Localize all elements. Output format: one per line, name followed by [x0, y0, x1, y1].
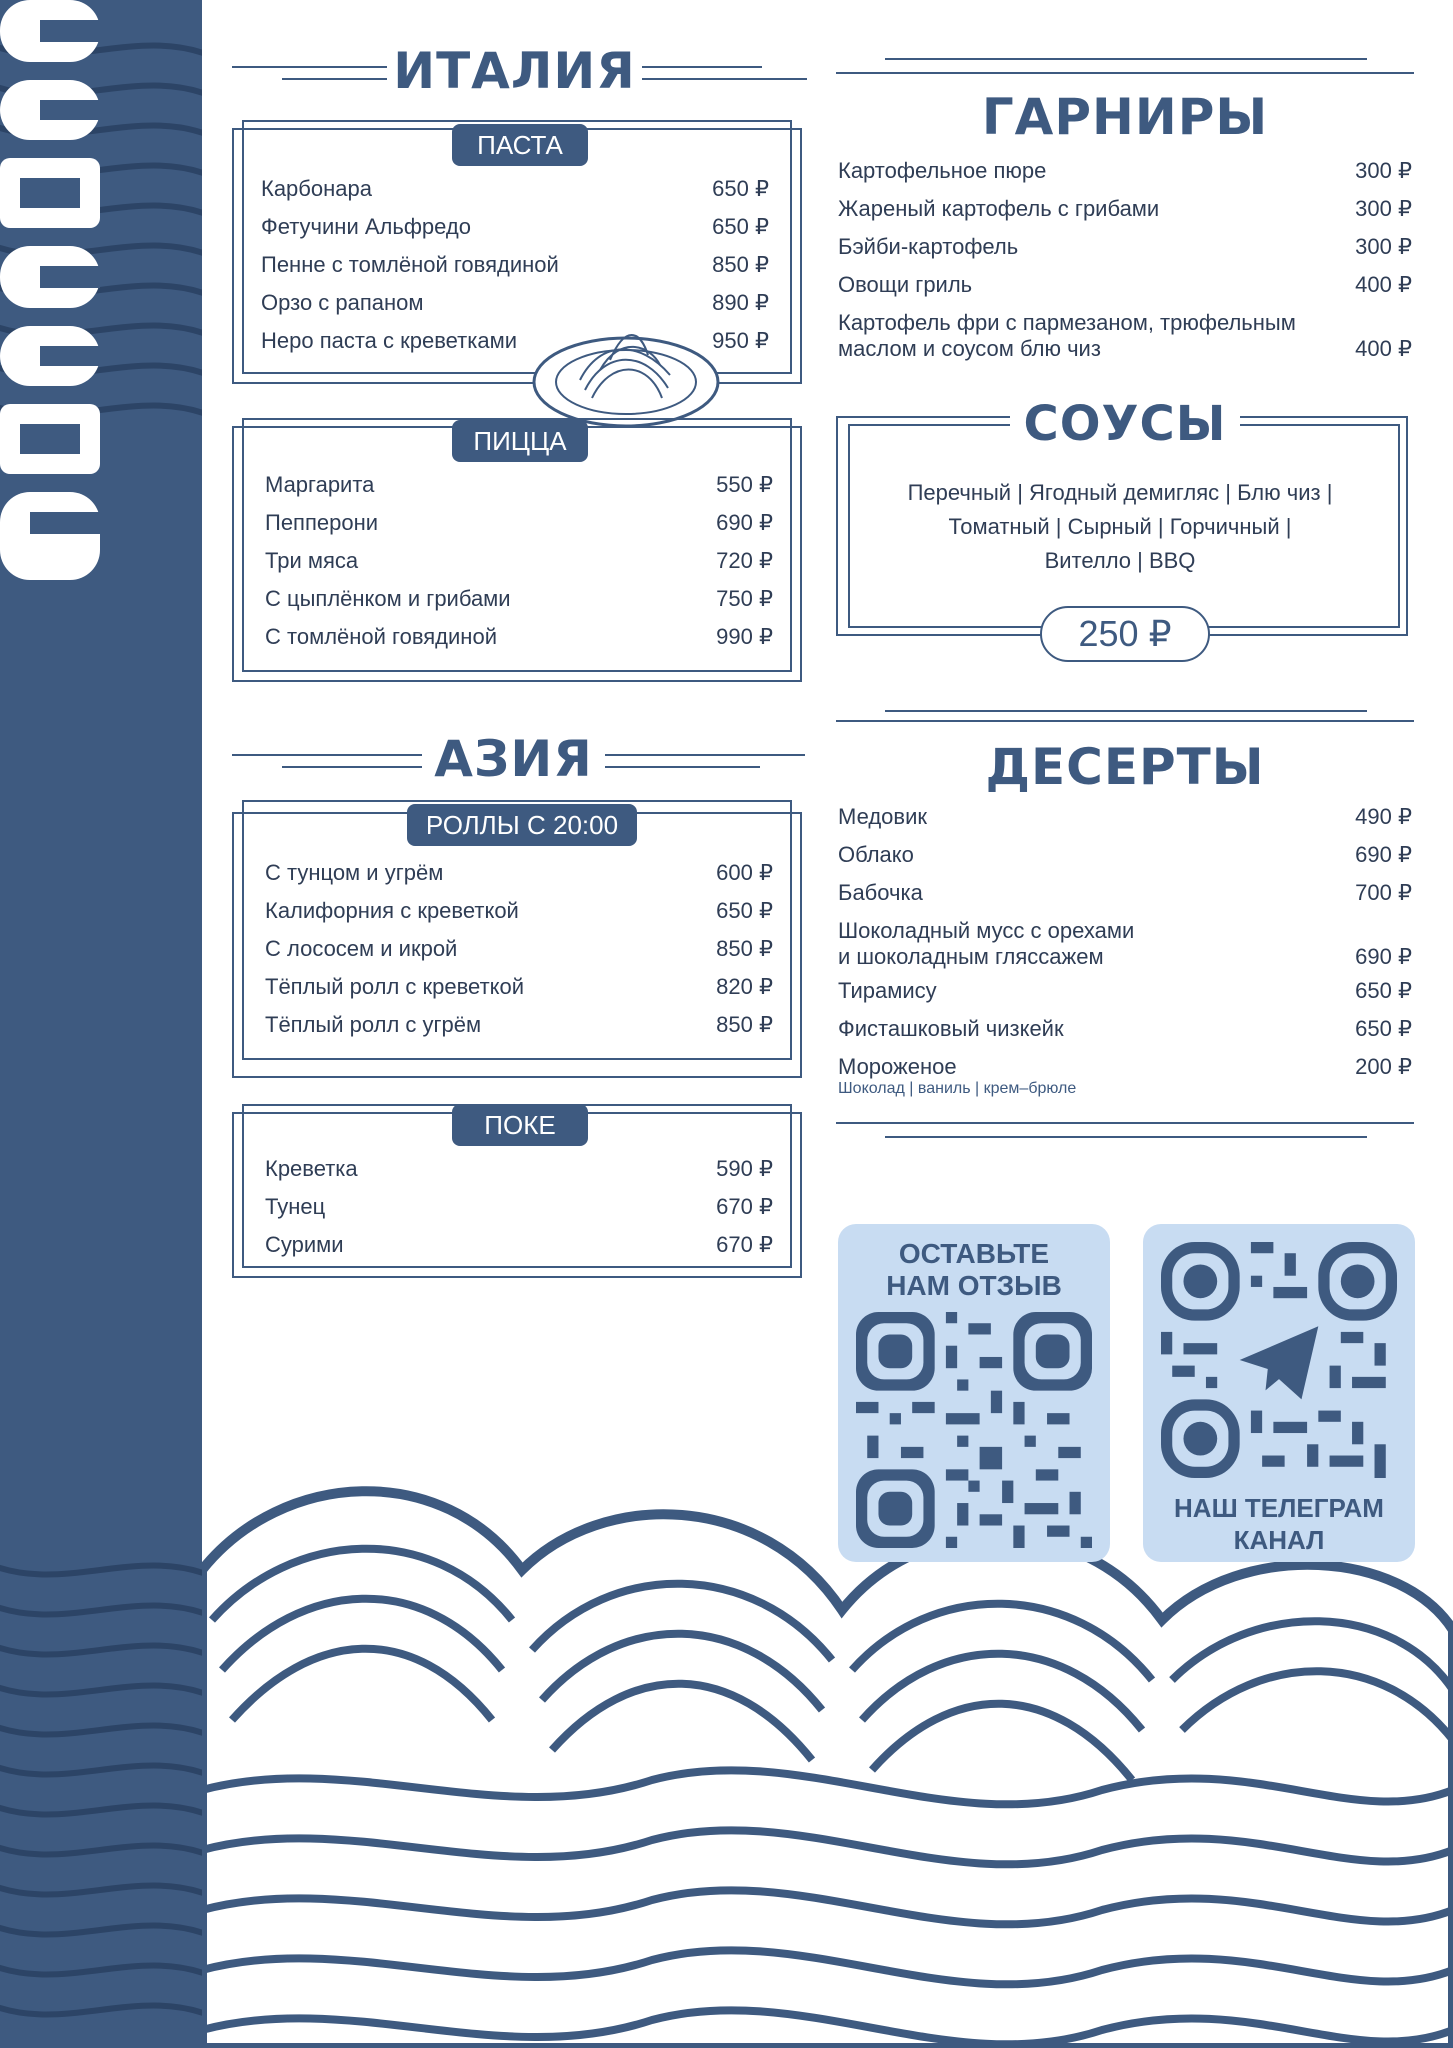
review-qr-card[interactable] [838, 1224, 1110, 1562]
section-title-italy: ИТАЛИЯ [393, 42, 636, 100]
title-rule [836, 1122, 1414, 1124]
list-item: Картофельное пюре 300 ₽ [838, 158, 1412, 183]
pasta-plate-illustration [530, 320, 722, 430]
list-item: Калифорния с креветкой 650 ₽ [265, 898, 773, 923]
review-qr-title: ОСТАВЬТЕ НАМ ОТЗЫВ [886, 1238, 1062, 1301]
rolls-label: РОЛЛЫ С 20:00 [407, 804, 637, 846]
list-item: Шоколадный мусс с орехами и шоколадным гляссажем 690 ₽ [838, 918, 1412, 969]
section-title-sauces: СОУСЫ [1010, 396, 1240, 452]
list-item: Три мяса 720 ₽ [265, 548, 773, 573]
telegram-qr-card[interactable] [1143, 1224, 1415, 1562]
pasta-label: ПАСТА [452, 124, 588, 166]
list-item: Орзо с рапаном 890 ₽ [261, 290, 769, 315]
list-item: С цыплёнком и грибами 750 ₽ [265, 586, 773, 611]
list-item: Бэйби-картофель 300 ₽ [838, 234, 1412, 259]
sauces-line: Вителло | BBQ [1044, 548, 1196, 573]
list-item: Тёплый ролл с креветкой 820 ₽ [265, 974, 773, 999]
desserts-list [838, 804, 1412, 1104]
list-item: Тирамису 650 ₽ [838, 978, 1412, 1003]
list-item: Маргарита 550 ₽ [265, 472, 773, 497]
telegram-qr-title: НАШ ТЕЛЕГРАМ КАНАЛ [1174, 1493, 1384, 1555]
list-item: Пепперони 690 ₽ [265, 510, 773, 535]
title-rule [642, 66, 762, 68]
list-item: С тунцом и угрём 600 ₽ [265, 860, 773, 885]
title-rule [232, 66, 387, 68]
list-item: Тёплый ролл с угрём 850 ₽ [265, 1012, 773, 1037]
review-qr-code[interactable] [856, 1312, 1092, 1548]
section-title-asia: АЗИЯ [434, 730, 593, 788]
sauces-text [840, 476, 1400, 578]
poke-list [265, 1156, 773, 1270]
list-item: Медовик 490 ₽ [838, 804, 1412, 829]
list-item: С томлёной говядиной 990 ₽ [265, 624, 773, 649]
title-rule [836, 720, 1414, 722]
telegram-qr-code[interactable] [1161, 1242, 1397, 1478]
list-item: Тунец 670 ₽ [265, 1194, 773, 1219]
title-rule [282, 78, 387, 80]
list-item: Карбонара 650 ₽ [261, 176, 769, 201]
title-rule [642, 78, 807, 80]
title-rule [836, 72, 1414, 74]
sides-list [838, 158, 1412, 368]
section-title-sides: ГАРНИРЫ [981, 88, 1269, 146]
title-rule [885, 1136, 1367, 1138]
title-rule [282, 766, 422, 768]
title-rule [605, 766, 760, 768]
pizza-list [265, 472, 773, 662]
title-rule [885, 710, 1367, 712]
list-item: Креветка 590 ₽ [265, 1156, 773, 1181]
sauces-line: Перечный | Ягодный демигляс | Блю чиз | [907, 480, 1333, 505]
rolls-list [265, 860, 773, 1050]
title-rule [232, 754, 422, 756]
list-item: Овощи гриль 400 ₽ [838, 272, 1412, 297]
pizza-label: ПИЦЦА [452, 420, 588, 462]
sidebar-band [0, 0, 202, 2048]
list-item: Неро паста с креветками 950 ₽ [261, 328, 769, 353]
list-item: Облако 690 ₽ [838, 842, 1412, 867]
sauces-price-badge: 250 ₽ [1040, 606, 1210, 662]
list-item: Мороженое 200 ₽ Шоколад | ваниль | крем–брюле [838, 1054, 1412, 1097]
ice-cream-note: Шоколад | ваниль | крем–брюле [838, 1080, 1077, 1097]
title-rule [885, 58, 1367, 60]
sauces-line: Томатный | Сырный | Горчичный | [948, 514, 1292, 539]
telegram-icon [1240, 1326, 1319, 1399]
list-item: Пенне с томлёной говядиной 850 ₽ [261, 252, 769, 277]
list-item: Фетучини Альфредо 650 ₽ [261, 214, 769, 239]
list-item: С лососем и икрой 850 ₽ [265, 936, 773, 961]
brand-logo [0, 0, 100, 580]
poke-label: ПОКЕ [452, 1104, 588, 1146]
list-item: Фисташковый чизкейк 650 ₽ [838, 1016, 1412, 1041]
list-item: Жареный картофель с грибами 300 ₽ [838, 196, 1412, 221]
list-item: Бабочка 700 ₽ [838, 880, 1412, 905]
section-title-desserts: ДЕСЕРТЫ [985, 738, 1265, 796]
list-item: Картофель фри с пармезаном, трюфельным маслом и соусом блю чиз 400 ₽ [838, 310, 1412, 361]
list-item: Сурими 670 ₽ [265, 1232, 773, 1257]
title-rule [605, 754, 805, 756]
